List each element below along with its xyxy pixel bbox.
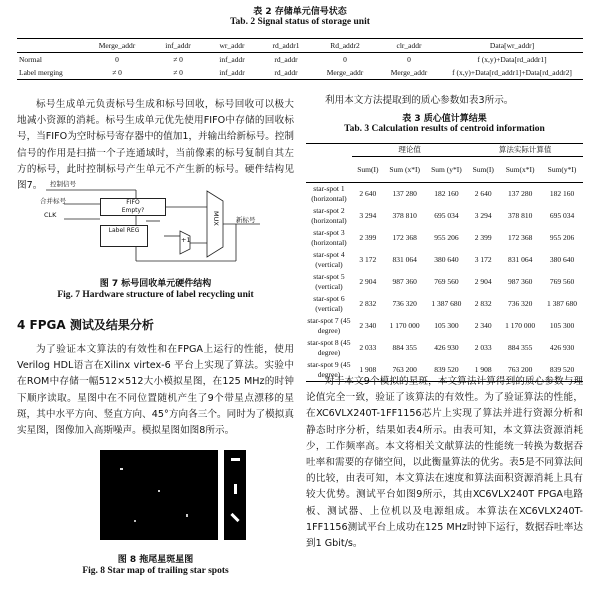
table3-row-label: star-spot 6 (vertical) [313, 294, 345, 313]
fig7-label-reg-block [100, 225, 148, 247]
fig8-caption-en: Fig. 8 Star map of trailing star spots [82, 566, 229, 576]
table3-cell: 769 560 [549, 277, 575, 286]
table3-cell: 955 206 [549, 233, 575, 242]
table3-cell: 2 904 [359, 277, 377, 286]
table3-row-label: star-spot 3 (horizontal) [311, 228, 347, 247]
table2-header-cell: Merge_addr [98, 41, 136, 50]
table3-cell: 831 064 [507, 255, 533, 264]
table3-cell: 3 294 [474, 211, 492, 220]
table-row [306, 315, 583, 337]
table2-cell: rd_addr [274, 55, 298, 64]
table3-cell: 2 340 [474, 321, 492, 330]
table2-cell: rd_addr [274, 68, 298, 77]
table2-cell: inf_addr [219, 68, 245, 77]
table3-cell: 378 810 [507, 211, 533, 220]
fig7-label-reg-text: Label REG [108, 227, 140, 234]
table2 [17, 38, 583, 80]
table3-cell: 380 640 [434, 255, 459, 264]
table3-cell: 426 930 [434, 343, 459, 352]
table3-header-cell: Sum(I) [472, 164, 494, 174]
table3-cell: 736 320 [392, 299, 417, 308]
table2-cell: ≠ 0 [173, 55, 183, 64]
table2-cell: Normal [19, 55, 42, 64]
table3-cell: 2 340 [359, 321, 377, 330]
table2-cell: f (x,y)+Data[rd_addr1]+Data[rd_addr2] [452, 68, 572, 77]
table-row [306, 183, 583, 206]
zoom-diagonal-spot [230, 513, 239, 522]
table2-header-cell: Rd_addr2 [330, 41, 360, 50]
table3-cell: 2 832 [474, 299, 492, 308]
table2-header-cell: inf_addr [165, 41, 191, 50]
fig7-merge-label: 合并标号 [40, 197, 66, 205]
table2-cell: ≠ 0 [173, 68, 183, 77]
table2-cell: Label merging [19, 68, 63, 77]
table3-cell: 378 810 [392, 211, 417, 220]
table3-cell: 3 294 [359, 211, 377, 220]
table3-row-label: star-spot 9 (45 degree) [307, 360, 351, 379]
table2-header-cell: clr_addr [396, 41, 422, 50]
table3-header-cell [306, 157, 352, 183]
table3-cell: 884 355 [392, 343, 417, 352]
table2-cell: Merge_addr [390, 68, 428, 77]
table3-group-row [306, 144, 583, 157]
fig7-fifo-label: FIFO [126, 199, 140, 206]
fig7-fifo-block [100, 198, 166, 216]
table3-cell: 2 640 [359, 189, 377, 198]
table3-cell: 105 300 [434, 321, 459, 330]
table3-cell: 2 832 [359, 299, 377, 308]
table3-corner [306, 144, 352, 157]
right-paragraph: 对于本文9个模拟的星斑，本文算法计算得到的质心参数与理论值完全一致，验证了该算法的有效性。为了验证算法的性能，在XC6VLX240T-1FF1156芯片上实现了算法并进行资源分析和静态时序分析，结果如表4所示。由表可知，本文算法资源消耗少，工作频率高。本文将相关文献算法的性能统一转换为数据吞吐率和需要的存储空间，以此衡量算法的优劣。表5是不同算法间的比较，由表可知，本文算法在速度和算法面积资源消耗上具有较大优势。测试平台如图9所示，其由XC6VLX240T FPGA电路板、测试器、上位机以及电源组成。本算法在XC6VLX240T-1FF1156测试平台上成功在125 MHz时钟下运行，数据吞吐率达到1 Gbit/s。 [306, 376, 583, 550]
zoom-horizontal-spot [231, 458, 240, 461]
table3-cell: 839 520 [434, 365, 459, 374]
table3-cell: 2 033 [359, 343, 377, 352]
table3-row-label: star-spot 4 (vertical) [313, 250, 345, 269]
table3-row-label: star-spot 2 (horizontal) [311, 206, 347, 225]
table-row [306, 249, 583, 271]
figure-8-zoom-panel [224, 450, 246, 540]
fig7-clk-label: CLK [44, 211, 57, 219]
fig7-caption-cn: 图 7 标号回收单元硬件结构 [99, 279, 212, 289]
table-row [306, 271, 583, 293]
table3-cell: 105 300 [549, 321, 575, 330]
table2-cell: 0 [343, 55, 347, 64]
table3-header-row [306, 157, 583, 183]
table3-cell: 987 360 [507, 277, 533, 286]
table3-cell: 695 034 [549, 211, 575, 220]
table2-cell: ≠ 0 [112, 68, 122, 77]
left-paragraph-1: 标号生成单元负责标号生成和标号回收，标号回收可以极大地减小资源的消耗。标号生成单元优先使用FIFO中存储的回收标号，当FIFO为空时标号寄存器中的值加1，并输出给新标号。控制信号的作用是扫描一个子连通域时，当前像素的标号复制自其左方的标号，此时控制标号产生单元不产生新的标号。硬件结构见图7。 [17, 99, 294, 192]
table3-row-label: star-spot 5 (vertical) [313, 272, 345, 291]
table3-cell: 426 930 [549, 343, 575, 352]
table3-cell: 182 160 [549, 189, 575, 198]
table-row [306, 293, 583, 315]
table3-cell: 884 355 [507, 343, 533, 352]
table2-caption-cn: 表 2 存储单元信号状态 [253, 7, 347, 17]
zoom-vertical-spot [234, 484, 237, 494]
table2-header-cell: rd_addr1 [272, 41, 300, 50]
table3-cell: 2 904 [474, 277, 492, 286]
table-row [306, 227, 583, 249]
star-spot [158, 490, 160, 492]
table3-cell: 2 033 [474, 343, 492, 352]
table3-group-theory: 理论值 [352, 144, 467, 157]
fig7-new-label: 新标号 [236, 216, 256, 224]
table2-cell: Merge_addr [326, 68, 364, 77]
fig7-plus1-label: +1 [181, 236, 191, 244]
table2-header-cell: wr_addr [219, 41, 245, 50]
table3-cell: 380 640 [549, 255, 575, 264]
star-spot [186, 514, 188, 517]
left-paragraph-2: 为了验证本文算法的有效性和在FPGA上运行的性能，使用Verilog HDL语言在Xilinx virtex-6 平台上实现了算法。实验中在ROM中存储一幅512×512大小模拟星图，在125 MHz的时钟下顺序读取。星图中在不同位置随机产生了9个带星点漂移的星斑，其中水平方向、竖直方向、45°方向各三个。同时为了模拟真实星图，图像加入高斯噪声。模拟星图如图8所示。 [17, 344, 294, 437]
table2-cell: inf_addr [219, 55, 245, 64]
table3-caption-cn: 表 3 质心值计算结果 [402, 114, 487, 124]
table3-row-label: star-spot 7 (45 degree) [307, 316, 351, 335]
fig7-mux-label: MUX [212, 211, 220, 226]
table3-cell: 2 399 [359, 233, 377, 242]
right-intro: 利用本文方法提取到的质心参数如表3所示。 [325, 95, 514, 106]
table-row [17, 66, 583, 80]
table3-cell: 839 520 [549, 365, 575, 374]
table3-cell: 2 640 [474, 189, 492, 198]
table3 [306, 143, 583, 382]
fig7-empty-label: Empty? [121, 207, 145, 214]
figure-7-diagram [40, 181, 270, 267]
table3-cell: 172 368 [507, 233, 533, 242]
fig7-wires [40, 181, 270, 267]
table3-cell: 172 368 [392, 233, 417, 242]
table3-cell: 3 172 [359, 255, 377, 264]
table3-cell: 769 560 [434, 277, 459, 286]
table2-header-cell [17, 39, 83, 53]
star-spot [120, 468, 123, 470]
table3-cell: 695 034 [434, 211, 459, 220]
table3-cell: 182 160 [434, 189, 459, 198]
star-spot [134, 520, 136, 522]
table3-cell: 987 360 [392, 277, 417, 286]
fig7-control-signal-label: 控制信号 [50, 180, 76, 188]
table2-cell: 0 [407, 55, 411, 64]
table3-cell: 1 908 [474, 365, 492, 374]
table3-body [306, 183, 583, 382]
figure-8-star-map [100, 450, 218, 540]
table3-header-cell: Sum(x*I) [505, 164, 535, 174]
table3-row-label: star-spot 8 (45 degree) [307, 338, 351, 357]
fig8-caption-cn: 图 8 拖尾星斑星图 [117, 555, 194, 565]
table3-header-cell: Sum (y*I) [431, 164, 462, 174]
table2-cell: 0 [115, 55, 119, 64]
table3-header-cell: Sum (x*I) [389, 164, 420, 174]
table3-header-cell: Sum(y*I) [547, 164, 577, 174]
table-row [17, 53, 583, 67]
table3-cell: 137 280 [507, 189, 533, 198]
table-row [306, 205, 583, 227]
table3-cell: 1 387 680 [431, 299, 462, 308]
table3-cell: 1 387 680 [547, 299, 578, 308]
table2-header-row [17, 39, 583, 53]
fig7-caption-en: Fig. 7 Hardware structure of label recycling unit [57, 290, 254, 300]
table3-cell: 736 320 [507, 299, 533, 308]
table2-caption-en: Tab. 2 Signal status of storage unit [230, 17, 370, 27]
table3-cell: 763 200 [392, 365, 417, 374]
table3-cell: 1 908 [359, 365, 377, 374]
table3-cell: 955 206 [434, 233, 459, 242]
table3-cell: 1 170 000 [389, 321, 420, 330]
table3-cell: 831 064 [392, 255, 417, 264]
table3-cell: 3 172 [474, 255, 492, 264]
table3-header-cell: Sum(I) [357, 164, 379, 174]
table3-caption-en: Tab. 3 Calculation results of centroid information [344, 124, 545, 134]
section-4-title: 4 FPGA 测试及结果分析 [17, 318, 154, 332]
table3-row-label: star-spot 1 (horizontal) [311, 184, 347, 203]
table3-cell: 1 170 000 [505, 321, 536, 330]
table2-header-cell: Data[wr_addr] [489, 41, 535, 50]
table3-cell: 763 200 [507, 365, 533, 374]
table3-cell: 137 280 [392, 189, 417, 198]
table3-cell: 2 399 [474, 233, 492, 242]
table3-group-actual: 算法实际计算值 [467, 144, 583, 157]
table2-cell: f (x,y)+Data[rd_addr1] [477, 55, 547, 64]
table-row [306, 337, 583, 359]
